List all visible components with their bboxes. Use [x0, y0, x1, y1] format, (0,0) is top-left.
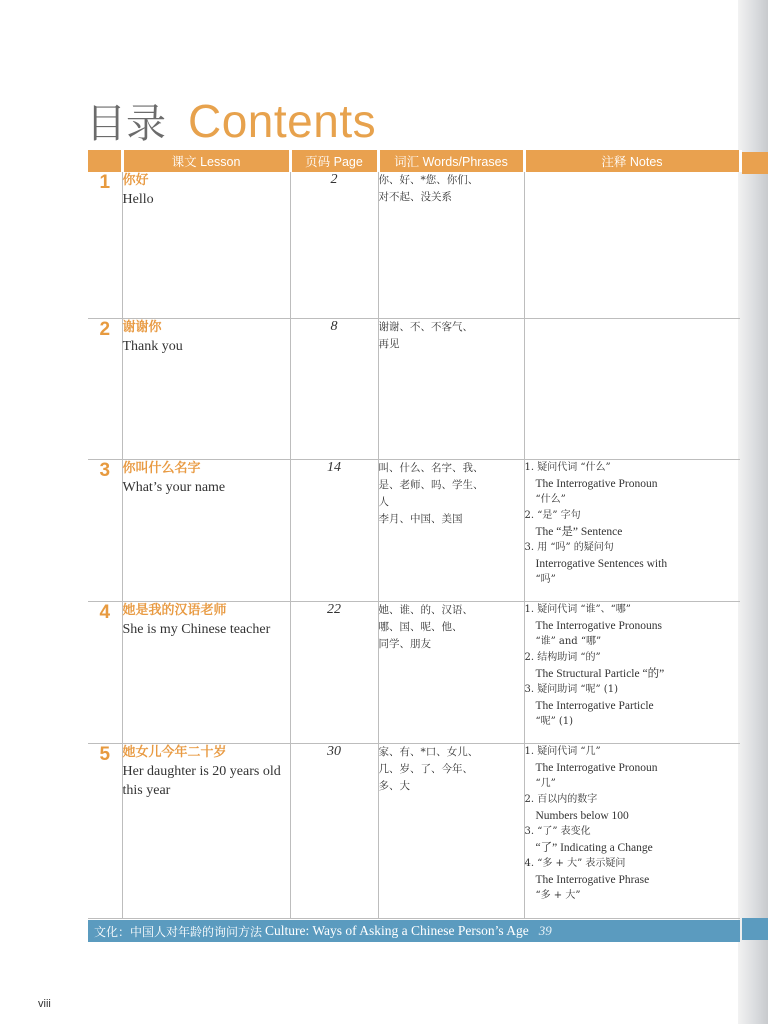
lesson-words — [378, 602, 524, 744]
words-text: 谢谢、不、不客气、 再见 — [378, 321, 473, 350]
note-en: “了” Indicating a Change — [535, 842, 653, 854]
note-en: The Interrogative Pronouns — [535, 620, 662, 632]
note-en: The “是” Sentence — [535, 526, 623, 538]
header-notes: 注释 Notes — [524, 150, 740, 172]
lesson-title-en: Hello — [122, 192, 154, 207]
lesson-notes — [524, 172, 740, 319]
lesson-title-en: What’s your name — [122, 480, 226, 495]
lesson-words — [378, 172, 524, 319]
note-cn: 4. “多 + 大” 表示疑问 — [524, 858, 626, 869]
lesson-notes — [524, 744, 740, 919]
page-title — [86, 92, 376, 148]
note-cn: 1. 疑问代词 “谁”、“哪” — [524, 604, 631, 615]
lesson-page: 22 — [290, 602, 378, 744]
page-edge-tab-culture — [742, 918, 768, 940]
lesson-notes — [524, 602, 740, 744]
note-sub: “什么” — [535, 494, 566, 505]
note-cn: 2. “是” 字句 — [524, 510, 581, 521]
header-lesson: 课文 Lesson — [122, 150, 290, 172]
note-sub: “呢” (1) — [535, 716, 574, 727]
lesson-title-cn: 你叫什么名字 — [122, 461, 201, 476]
lesson-page: 2 — [290, 172, 378, 319]
lesson-words — [378, 460, 524, 602]
lesson-words — [378, 319, 524, 460]
words-text: 叫、什么、名字、我、 是、老师、吗、学生、 人 李月、中国、美国 — [378, 462, 484, 525]
note-sub: “多 + 大” — [535, 890, 581, 901]
lesson-row — [88, 744, 740, 919]
lesson-words — [378, 744, 524, 919]
page-title-cn: 目录 — [86, 101, 166, 147]
note-cn: 1. 疑问代词 “几” — [524, 746, 601, 757]
lesson-row — [88, 172, 740, 319]
lesson-row — [88, 460, 740, 602]
note-en: The Interrogative Particle — [535, 700, 654, 712]
note-sub: “几” — [535, 778, 556, 789]
lesson-title[interactable] — [122, 602, 290, 744]
lesson-title[interactable] — [122, 460, 290, 602]
words-text: 你、好、*您、你们、 对不起、没关系 — [378, 174, 479, 203]
note-sub: “谁” and “哪” — [535, 636, 602, 647]
lesson-title-cn: 你好 — [122, 173, 149, 188]
note-en: The Structural Particle “的” — [535, 668, 665, 680]
note-cn: 2. 百以内的数字 — [524, 794, 598, 805]
note-en: The Interrogative Phrase — [535, 874, 650, 886]
note-cn: 1. 疑问代词 “什么” — [524, 462, 611, 473]
lesson-title[interactable] — [122, 172, 290, 319]
header-page: 页码 Page — [290, 150, 378, 172]
note-en: Numbers below 100 — [535, 810, 629, 822]
lesson-title-cn: 她女儿今年二十岁 — [122, 745, 227, 760]
lesson-number: 4 — [88, 602, 122, 744]
lesson-page: 14 — [290, 460, 378, 602]
note-cn: 2. 结构助词 “的” — [524, 652, 601, 663]
lesson-title-en: Thank you — [122, 339, 183, 354]
lesson-title-en: Her daughter is 20 years old this year — [122, 764, 281, 798]
lesson-notes — [524, 460, 740, 602]
lesson-number: 1 — [88, 172, 122, 319]
lesson-title-en: She is my Chinese teacher — [122, 622, 271, 637]
culture-title-en: Culture: Ways of Asking a Chinese Person’s Age — [265, 923, 529, 938]
note-en: The Interrogative Pronoun — [535, 762, 658, 774]
contents-table — [88, 150, 742, 919]
lesson-title[interactable] — [122, 319, 290, 460]
note-en: Interrogative Sentences with — [535, 558, 668, 570]
lesson-title-cn: 她是我的汉语老师 — [122, 603, 227, 618]
page-folio: viii — [38, 998, 51, 1010]
lesson-title-cn: 谢谢你 — [122, 320, 162, 335]
culture-page: 39 — [538, 923, 552, 938]
lesson-notes — [524, 319, 740, 460]
note-sub: “吗” — [535, 574, 556, 585]
table-header-row — [88, 150, 740, 172]
lesson-row — [88, 319, 740, 460]
note-cn: 3. 用 “吗” 的疑问句 — [524, 542, 614, 553]
header-words: 词汇 Words/Phrases — [378, 150, 524, 172]
lesson-title[interactable] — [122, 744, 290, 919]
page-title-en: Contents — [188, 95, 377, 147]
note-en: The Interrogative Pronoun — [535, 478, 658, 490]
note-cn: 3. 疑问助词 “呢” (1) — [524, 684, 618, 695]
lesson-page: 30 — [290, 744, 378, 919]
lesson-page: 8 — [290, 319, 378, 460]
culture-bar[interactable] — [88, 920, 740, 942]
lesson-number: 5 — [88, 744, 122, 919]
words-text: 她、谁、的、汉语、 哪、国、呢、他、 同学、朋友 — [378, 604, 473, 650]
note-cn: 3. “了” 表变化 — [524, 826, 591, 837]
lesson-number: 3 — [88, 460, 122, 602]
page-edge-tab — [742, 152, 768, 174]
header-num — [88, 150, 122, 172]
lesson-row — [88, 602, 740, 744]
culture-title-cn: 文化：中国人对年龄的询问方法 — [94, 924, 263, 939]
words-text: 家、有、*口、女儿、 几、岁、了、今年、 多、大 — [378, 746, 479, 792]
lesson-number: 2 — [88, 319, 122, 460]
